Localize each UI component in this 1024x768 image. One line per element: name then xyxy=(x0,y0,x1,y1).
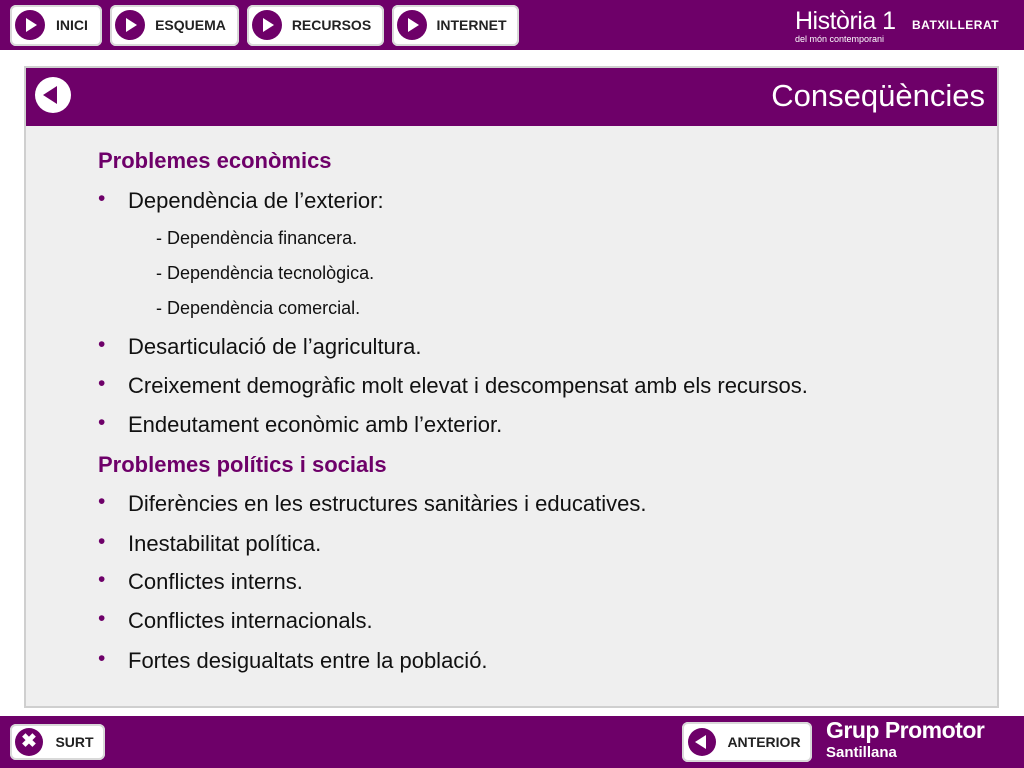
list-item-text: Diferències en les estructures sanitàries i educatives. xyxy=(128,491,647,516)
content-panel xyxy=(24,66,999,708)
list-item xyxy=(98,648,488,674)
back-arrow-icon xyxy=(688,728,716,756)
sub-item: - Dependència tecnològica. xyxy=(156,263,375,283)
back-arrow-icon[interactable] xyxy=(35,77,71,113)
list-item xyxy=(98,334,421,360)
list-item-text: Desarticulació de l’agricultura. xyxy=(128,334,422,359)
publisher-logo xyxy=(826,716,1016,766)
previous-button[interactable] xyxy=(682,722,812,762)
bullet-icon: • xyxy=(98,607,106,630)
bullet-icon: • xyxy=(98,411,106,434)
brand-header xyxy=(795,7,1002,47)
brand-title: Història 1 xyxy=(795,7,896,35)
list-item-text: Inestabilitat política. xyxy=(128,531,322,556)
list-item xyxy=(98,608,373,634)
internet-label: INTERNET xyxy=(436,17,507,33)
list-item xyxy=(98,188,384,214)
list-item-text: Dependència de l’exterior: xyxy=(128,188,384,213)
play-icon xyxy=(397,10,427,40)
logo-line2: Santillana xyxy=(826,744,897,761)
play-icon xyxy=(252,10,282,40)
section-heading-political: Problemes polítics i socials xyxy=(98,452,387,477)
exit-button[interactable] xyxy=(10,724,105,760)
sub-item: - Dependència financera. xyxy=(156,228,358,248)
list-item-text: Creixement demogràfic molt elevat i descompensat amb els recursos. xyxy=(128,373,808,398)
esquema-label: ESQUEMA xyxy=(155,17,226,33)
bullet-icon: • xyxy=(98,333,106,356)
bullet-icon: • xyxy=(98,647,106,670)
bottom-bar xyxy=(0,716,1024,768)
bullet-icon: • xyxy=(98,490,106,513)
list-item xyxy=(98,412,502,438)
internet-button[interactable] xyxy=(392,5,519,46)
previous-label: ANTERIOR xyxy=(727,734,801,750)
list-item-text: Endeutament econòmic amb l’exterior. xyxy=(128,412,503,437)
recursos-button[interactable] xyxy=(247,5,384,46)
bullet-icon: • xyxy=(98,530,106,553)
list-item-text: Fortes desigualtats entre la població. xyxy=(128,648,488,673)
page-title: Conseqüències xyxy=(771,78,985,113)
brand-subtitle: del món contemporani xyxy=(795,34,885,44)
logo-line1: Grup Promotor xyxy=(826,717,985,743)
section-heading-economic: Problemes econòmics xyxy=(98,148,332,173)
close-icon: ✖ xyxy=(15,728,43,756)
exit-label: SURT xyxy=(55,734,94,750)
inici-label: INICI xyxy=(56,17,88,33)
top-bar xyxy=(0,0,1024,50)
brand-level: BATXILLERAT xyxy=(912,18,1000,32)
list-item xyxy=(98,569,303,595)
bullet-icon: • xyxy=(98,187,106,210)
recursos-label: RECURSOS xyxy=(291,17,372,33)
play-icon xyxy=(15,10,45,40)
bullet-icon: • xyxy=(98,372,106,395)
play-icon xyxy=(115,10,145,40)
list-item-text: Conflictes internacionals. xyxy=(128,608,373,633)
sub-item: - Dependència comercial. xyxy=(156,298,361,318)
list-item-text: Conflictes interns. xyxy=(128,569,303,594)
list-item xyxy=(98,491,646,517)
panel-header xyxy=(26,68,997,126)
esquema-button[interactable] xyxy=(110,5,239,46)
inici-button[interactable] xyxy=(10,5,102,46)
list-item xyxy=(98,373,808,399)
list-item xyxy=(98,531,321,557)
bullet-icon: • xyxy=(98,568,106,591)
